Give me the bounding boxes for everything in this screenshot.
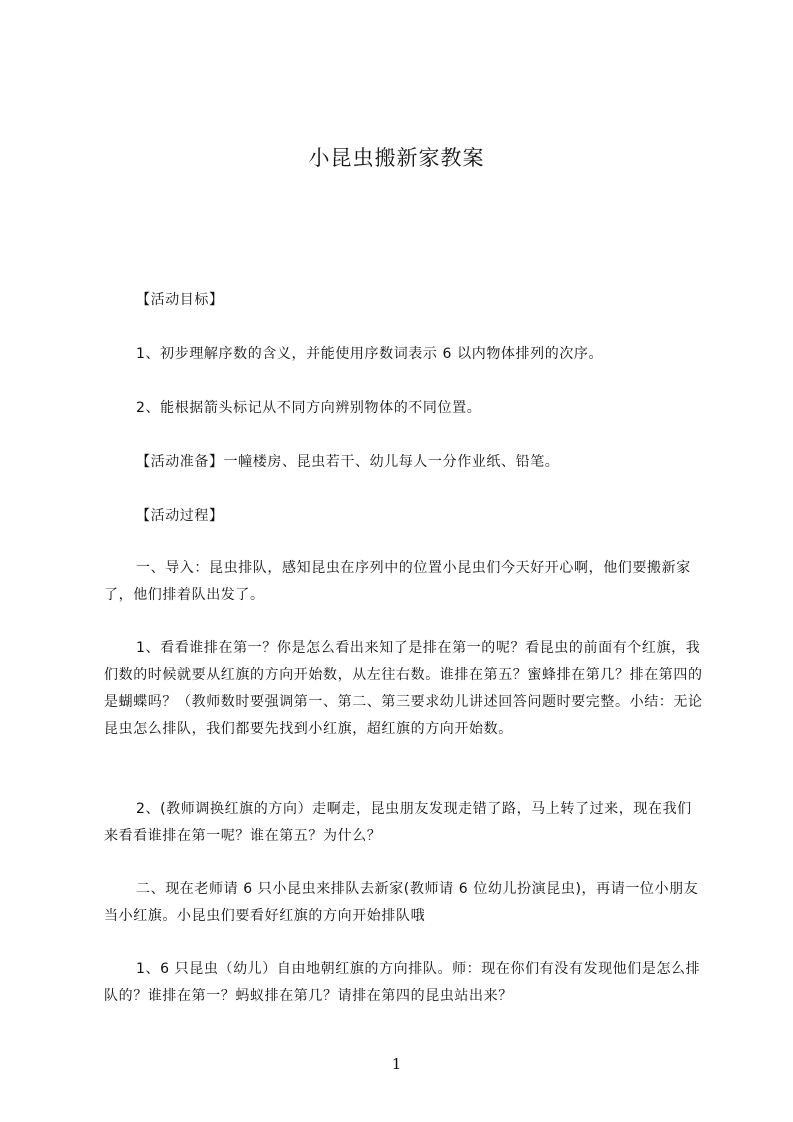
process-step-1-1: 1、看看谁排在第一？你是怎么看出来知了是排在第一的呢？看昆虫的前面有个红旗，我们数的时候就要从红旗的方向开始数，从左往右数。谁排在第五？蜜蜂排在第几？排在第四的是蝴蝶吗？（教师数时要强调第一、第二、第三要求幼儿讲述回答问题时要完整。小结：无论昆虫怎么排队，我们都要先找到小红旗，超红旗的方向开始数。 [104,640,703,737]
document-title: 小昆虫搬新家教案 [308,146,485,170]
page-number: 1 [391,1055,402,1073]
process-part-1-intro: 一、导入：昆虫排队，感知昆虫在序列中的位置小昆虫们今天好开心啊，他们要搬新家了，他们排着队出发了。 [104,560,691,603]
section-preparation: 【活动准备】一幢楼房、昆虫若干、幼儿每人一分作业纸、铅笔。 [136,454,560,470]
process-part-2-intro: 二、现在老师请 6 只小昆虫来排队去新家(教师请 6 位幼儿扮演昆虫)，再请一位小朋友当小红旗。小昆虫们要看好红旗的方向开始排队哦 [104,881,699,924]
process-step-2-1: 1、6 只昆虫（幼儿）自由地朝红旗的方向排队。师：现在你们有没有发现他们是怎么排队的？谁排在第一？蚂蚁排在第几？请排在第四的昆虫站出来？ [104,961,701,1004]
section-heading-process: 【活动过程】 [136,508,224,524]
goal-item-1: 1、初步理解序数的含义，并能使用序数词表示 6 以内物体排列的次序。 [136,346,604,362]
section-heading-goals: 【活动目标】 [136,292,224,308]
goal-item-2: 2、能根据箭头标记从不同方向辨别物体的不同位置。 [136,400,482,416]
process-step-1-2: 2、(教师调换红旗的方向）走啊走，昆虫朋友发现走错了路，马上转了过来，现在我们来看看谁排在第一呢？谁在第五？为什么？ [104,801,692,844]
